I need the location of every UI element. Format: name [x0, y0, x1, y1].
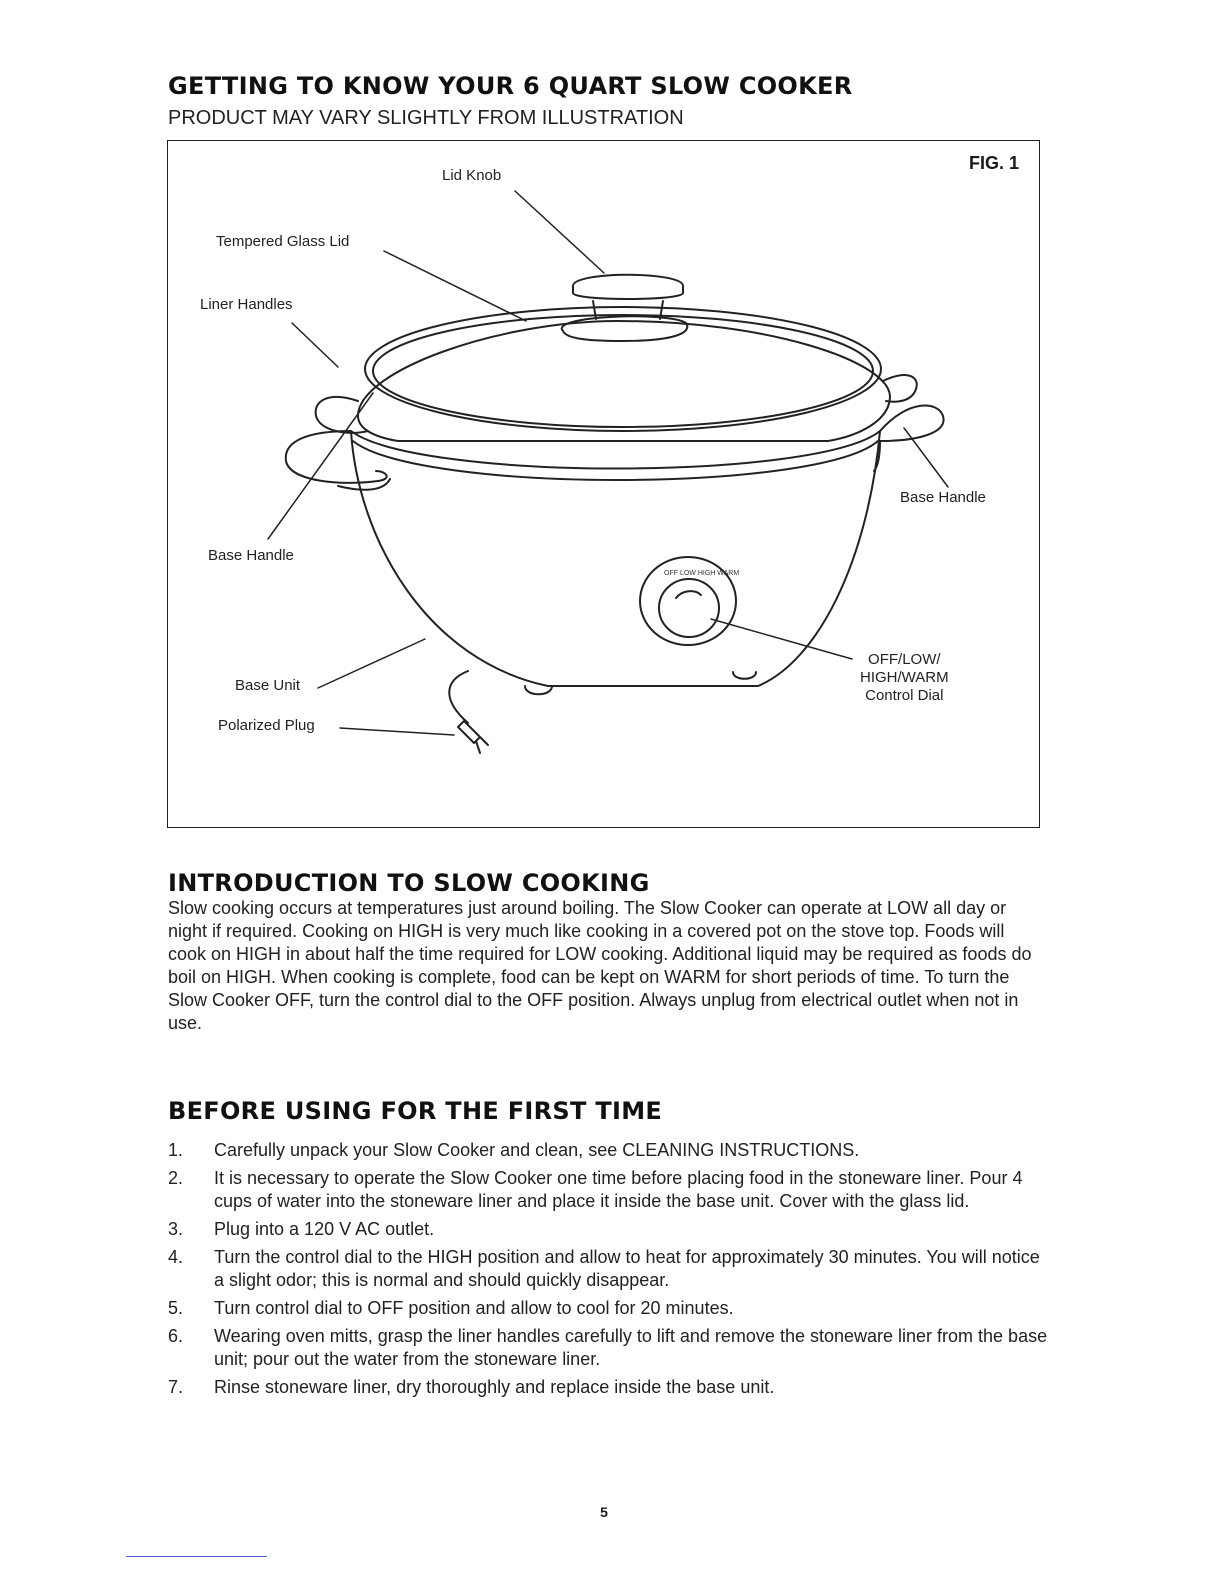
foot-left — [525, 686, 552, 694]
section-title-first-use: BEFORE USING FOR THE FIRST TIME — [168, 1097, 663, 1125]
step-text: Turn control dial to OFF position and allow to cool for 20 minutes. — [214, 1298, 734, 1318]
step-number: 7. — [168, 1377, 184, 1397]
callout-glass-lid: Tempered Glass Lid — [216, 233, 350, 250]
list-item — [168, 1167, 1048, 1213]
list-item — [168, 1139, 1048, 1162]
control-dial-knob — [659, 579, 719, 637]
glass-lid-inner — [373, 315, 873, 427]
glass-lid-outer — [365, 307, 881, 431]
svg-text:OFF LOW HIGH WARM: OFF LOW HIGH WARM — [664, 570, 740, 577]
callout-liner-handles: Liner Handles — [200, 296, 293, 313]
callout-control-dial-line1: OFF/LOW/ — [868, 651, 941, 668]
step-text: Carefully unpack your Slow Cooker and clean, see CLEANING INSTRUCTIONS. — [214, 1140, 860, 1160]
step-number: 2. — [168, 1168, 184, 1188]
liner-outer — [358, 321, 890, 441]
section-title-overview: GETTING TO KNOW YOUR 6 QUART SLOW COOKER — [168, 72, 853, 100]
callout-control-dial — [860, 651, 949, 705]
callout-base-unit: Base Unit — [235, 677, 301, 694]
step-number: 3. — [168, 1219, 184, 1239]
section-title-intro: INTRODUCTION TO SLOW COOKING — [168, 869, 650, 897]
footnote-rule — [126, 1556, 267, 1557]
intro-paragraph: Slow cooking occurs at temperatures just around boiling. The Slow Cooker can operate at LOW all day or night if required. Cooking on HIGH is very much like cooking in a covered pot on the stove top. Foods will cook on HIGH in about half the time required for LOW cooking. Additional liquid may be required as foods do boil on HIGH. When cooking is complete, food can be kept on WARM for short periods of time. To turn the Slow Cooker OFF, turn the control dial to the OFF position. Always unplug from electrical outlet when not in use. — [168, 898, 1032, 1033]
first-use-steps — [168, 1139, 1048, 1404]
list-item — [168, 1297, 1048, 1320]
base-handle-left-shape — [286, 431, 387, 483]
step-text: Plug into a 120 V AC outlet. — [214, 1219, 435, 1239]
callout-control-dial-line2: HIGH/WARM — [860, 669, 949, 686]
callout-base-handle-right: Base Handle — [900, 489, 986, 506]
step-text: It is necessary to operate the Slow Cooker one time before placing food in the stoneware liner. Pour 4 cups of water into the stoneware liner and place it inside the base unit. Cover with the glass lid. — [214, 1168, 1023, 1211]
base-handle-right-shape — [880, 406, 944, 441]
step-text: Rinse stoneware liner, dry thoroughly and replace inside the base unit. — [214, 1377, 775, 1397]
section-subtitle: PRODUCT MAY VARY SLIGHTLY FROM ILLUSTRATION — [168, 107, 684, 129]
list-item — [168, 1218, 1048, 1241]
lid-knob-top — [573, 275, 683, 299]
callout-base-handle-left: Base Handle — [208, 547, 294, 564]
callout-control-dial-line3: Control Dial — [865, 687, 944, 704]
step-number: 4. — [168, 1247, 184, 1267]
step-number: 1. — [168, 1140, 184, 1160]
step-text: Turn the control dial to the HIGH position and allow to heat for approximately 30 minutes. You will notice a slight odor; this is normal and should quickly disappear. — [214, 1247, 1040, 1290]
callout-polarized-plug: Polarized Plug — [218, 717, 315, 734]
power-cord — [449, 671, 468, 723]
lid-knob-base — [562, 316, 688, 341]
liner-handle-left-shape — [316, 397, 368, 433]
list-item — [168, 1246, 1048, 1292]
page-number: 5 — [600, 1504, 608, 1520]
base-rim — [351, 431, 880, 469]
callout-lid-knob: Lid Knob — [442, 167, 502, 184]
base-rim-lower — [353, 441, 878, 480]
list-item — [168, 1376, 1048, 1399]
foot-right — [733, 672, 756, 679]
polarized-plug-shape — [458, 721, 488, 753]
step-number: 6. — [168, 1326, 184, 1346]
step-text: Wearing oven mitts, grasp the liner handles carefully to lift and remove the stoneware liner from the base unit; pour out the water from the stoneware liner. — [214, 1326, 1048, 1369]
figure-label: FIG. 1 — [968, 153, 1019, 173]
figure-panel — [167, 140, 1040, 828]
step-number: 5. — [168, 1298, 184, 1318]
list-item — [168, 1325, 1048, 1371]
